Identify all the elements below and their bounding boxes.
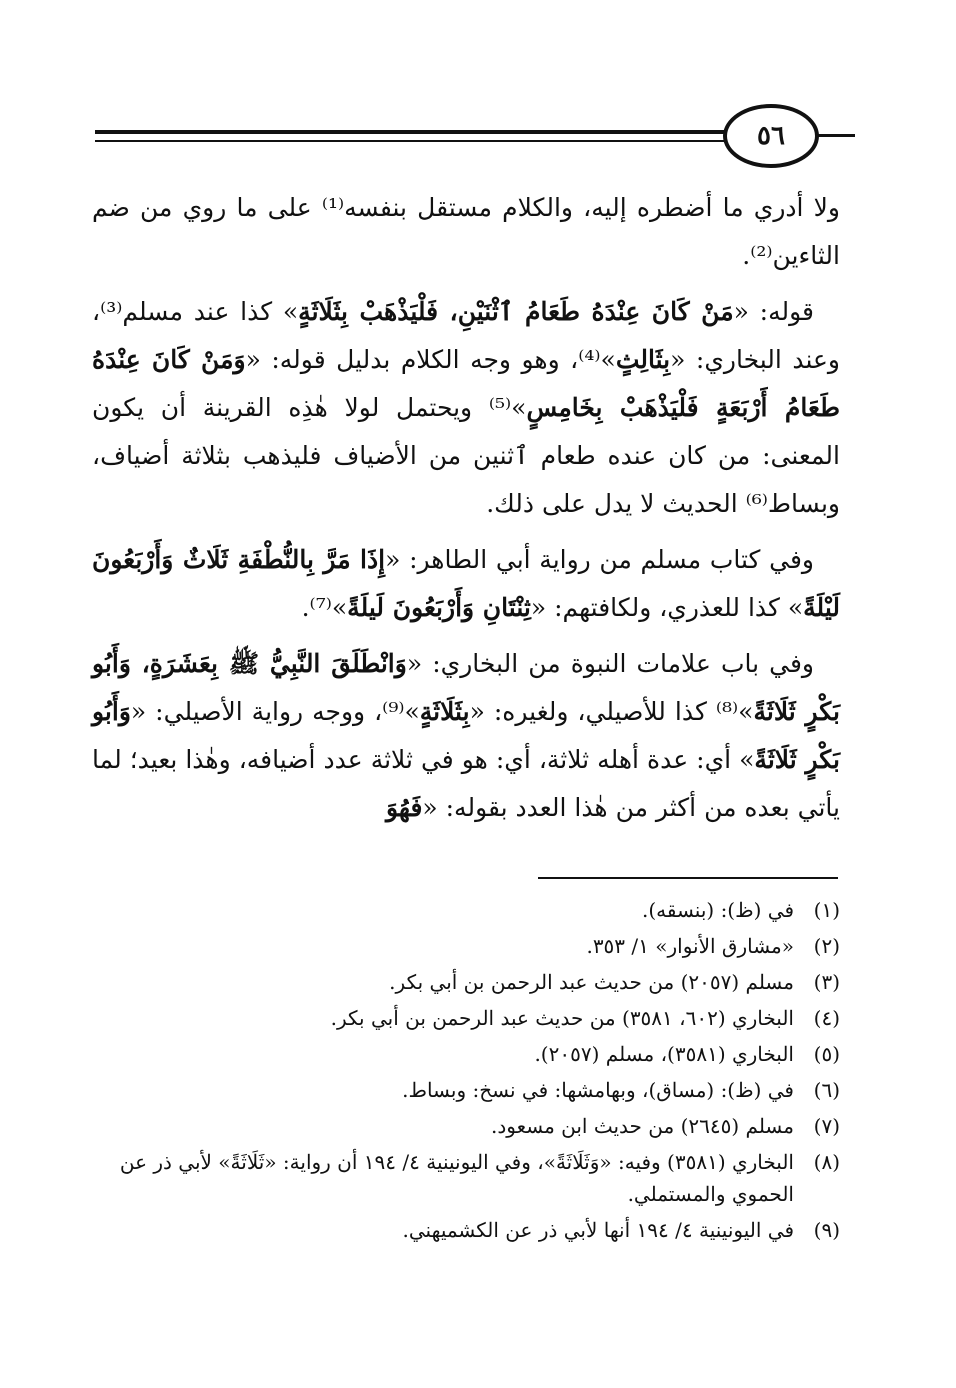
footnote xyxy=(92,966,840,998)
hadith-quote: وَمَنْ كَانَ عِنْدَهُ طَعَامُ أَرْبَعَةٍ فَلْيَذْهَبْ بِخَامِسٍ xyxy=(92,345,840,422)
footnote xyxy=(92,1110,840,1142)
header-rule-right xyxy=(815,134,855,137)
hadith-quote: مَنْ كَانَ عِنْدَهُ طَعَامُ ٱثْنَيْنِ، فَلْيَذْهَبْ بِثَلَاثَةٍ xyxy=(298,297,734,326)
hadith-quote: وَانْطَلَقَ النَّبِيُّ ﷺ بِعَشَرَةٍ، وَأَبُو بَكْرٍ ثَلَاثَةً xyxy=(92,649,841,726)
text-run: وفي باب علامات النبوة من البخاري: « xyxy=(406,649,814,678)
text-run: »⁽⁷⁾. xyxy=(301,593,348,622)
page-header xyxy=(95,104,855,168)
footnote-separator xyxy=(538,877,838,879)
footnote xyxy=(92,1074,840,1106)
hadith-quote: ثِنْتَانِ وَأَرْبَعُونَ لَيلَةً xyxy=(347,593,531,622)
text-run: ولا أدري ما أضطره إليه، والكلام مستقل بنفسه⁽¹⁾ على ما روي من ضم الثاءين⁽²⁾. xyxy=(92,193,840,270)
text-run: »⁽⁴⁾، وهو وجه الكلام بدليل قوله: « xyxy=(245,345,616,374)
footnote-text: «مشارق الأنوار» ١/ ٣٥٣. xyxy=(586,934,794,958)
footnote-text: مسلم (٢٦٤٥) من حديث ابن مسعود. xyxy=(490,1114,794,1138)
footnote-number: (١) xyxy=(813,898,840,922)
page-number-badge xyxy=(723,104,819,168)
text-run: » كذا عند مسلم⁽³⁾، وعند البخاري: « xyxy=(92,297,840,374)
paragraph-2 xyxy=(92,288,840,528)
hadith-quote: إِذَا مَرَّ بِالنُّطْفَةِ ثَلَاثٌ وَأَرْبَعُونَ لَيْلَةً xyxy=(92,545,840,622)
page-number: ٥٦ xyxy=(757,121,785,151)
footnote-number: (٩) xyxy=(813,1218,840,1242)
text-run: وفي كتاب مسلم من رواية أبي الطاهر: « xyxy=(385,545,814,574)
text-run: » كذا للعذري، ولكافتهم: « xyxy=(530,593,804,622)
footnote-number: (٧) xyxy=(813,1114,840,1138)
hadith-quote: بِثَالِثٍ xyxy=(615,345,671,374)
hadith-quote: وَأَبُو بَكْرٍ ثَلَاثَةً xyxy=(92,697,840,774)
text-run: قوله: « xyxy=(733,297,814,326)
footnote xyxy=(92,930,840,962)
footnote-number: (٨) xyxy=(813,1150,840,1174)
text-run: »⁽⁸⁾ كذا للأصيلي، ولغيره: « xyxy=(469,697,754,726)
footnote-text: البخاري (٣٥٨١)، مسلم (٢٠٥٧). xyxy=(534,1042,794,1066)
footnote xyxy=(92,894,840,926)
footnote xyxy=(92,1214,840,1246)
footnote-text: في اليونينية ٤/ ١٩٤ أنها لأبي ذر عن الكشميهني. xyxy=(402,1218,794,1242)
footnote-text: البخاري (٦٠٢، ٣٥٨١) من حديث عبد الرحمن بن أبي بكر. xyxy=(330,1006,794,1030)
footnote-number: (٣) xyxy=(813,970,840,994)
footnote-text: مسلم (٢٠٥٧) من حديث عبد الرحمن بن أبي بكر. xyxy=(389,970,794,994)
text-run: »⁽⁵⁾ ويحتمل لولا هٰذِه القرينة أن يكون المعنى: من كان عنده طعام ٱثنين من الأضياف فليذهب بثلاثة أضياف، وبساط⁽⁶⁾ الحديث لا يدل على ذلك. xyxy=(92,393,840,518)
footnote-number: (٦) xyxy=(813,1078,840,1102)
footnote xyxy=(92,1002,840,1034)
footnote-text: في (ظ): (بنسقه). xyxy=(641,898,794,922)
paragraph-4 xyxy=(92,640,840,832)
main-text xyxy=(92,184,840,840)
footnotes xyxy=(92,894,840,1250)
hadith-quote: فَهُوَ xyxy=(386,793,423,822)
paragraph-3 xyxy=(92,536,840,632)
footnote-number: (٢) xyxy=(813,934,840,958)
footnote-number: (٥) xyxy=(813,1042,840,1066)
footnote-text: البخاري (٣٥٨١) وفيه: «وَثَلَاثَةً»، وفي اليونينية ٤/ ١٩٤ أن رواية: «ثَلَاثَةً» لأبي ذر عن الحموي والمستملي. xyxy=(119,1150,794,1206)
footnote-number: (٤) xyxy=(813,1006,840,1030)
header-rule-thin xyxy=(95,140,735,142)
footnote xyxy=(92,1146,840,1210)
header-rule-thick xyxy=(95,130,735,134)
footnote-text: في (ظ): (مساق)، وبهامشها: في نسخ: وبساط. xyxy=(402,1078,794,1102)
footnote xyxy=(92,1038,840,1070)
text-run: » أي: عدة أهله ثلاثة، أي: هو في ثلاثة عدد أضيافه، وهٰذا بعيد؛ لما يأتي بعده من أكثر من هٰذا العدد بقوله: « xyxy=(92,745,840,822)
hadith-quote: بِثَلَاثَةٍ xyxy=(419,697,470,726)
text-run: »⁽⁹⁾، ووجه رواية الأصيلي: « xyxy=(130,697,420,726)
paragraph-1 xyxy=(92,184,840,280)
